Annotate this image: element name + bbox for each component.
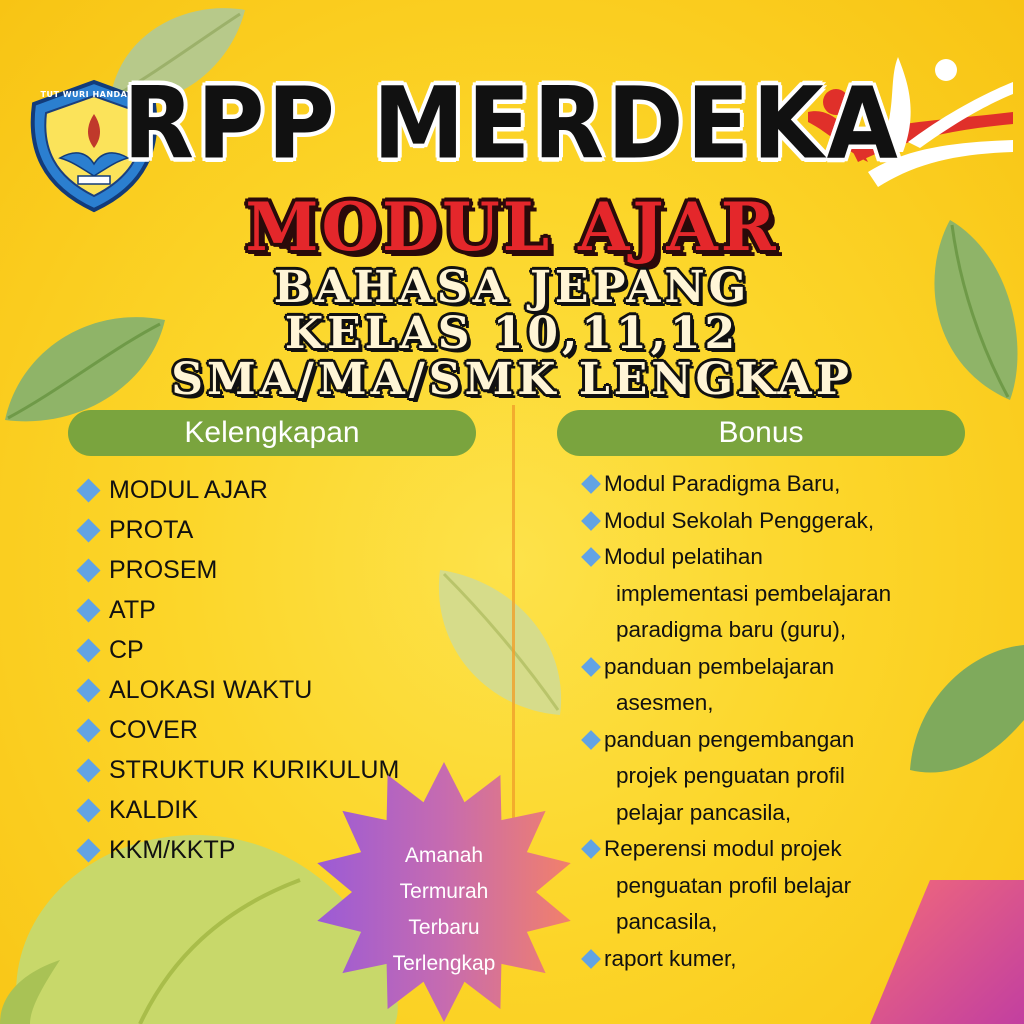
leaf-decoration bbox=[900, 640, 1024, 780]
bonus-item-text: Modul Paradigma Baru, bbox=[604, 471, 841, 497]
bonus-item-continuation bbox=[580, 576, 891, 613]
kelengkapan-item-label: COVER bbox=[109, 715, 198, 744]
diamond-bullet-icon bbox=[76, 798, 100, 822]
bonus-item-first-line bbox=[580, 503, 891, 540]
subject-line: BAHASA JEPANG bbox=[273, 262, 751, 313]
diamond-bullet-icon bbox=[76, 478, 100, 502]
kelengkapan-item-label: CP bbox=[109, 635, 144, 664]
bonus-item-continuation bbox=[580, 685, 891, 722]
diamond-bullet-icon bbox=[581, 511, 601, 531]
bonus-item-text: pancasila, bbox=[616, 909, 718, 935]
kelengkapan-item bbox=[74, 710, 399, 750]
leaf-decoration bbox=[420, 560, 570, 720]
kelengkapan-item bbox=[74, 470, 399, 510]
diamond-bullet-icon bbox=[581, 839, 601, 859]
bonus-item-first-line bbox=[580, 941, 891, 978]
logo-motto: TUT WURI HANDAYANI bbox=[40, 90, 150, 99]
bonus-item bbox=[580, 941, 891, 978]
diamond-bullet-icon bbox=[76, 638, 100, 662]
bonus-item-continuation bbox=[580, 868, 891, 905]
bonus-item bbox=[580, 539, 891, 649]
bonus-item bbox=[580, 831, 891, 941]
bonus-item-first-line bbox=[580, 722, 891, 759]
bonus-item-first-line bbox=[580, 466, 891, 503]
bonus-item-text: raport kumer, bbox=[604, 945, 737, 971]
kelengkapan-item bbox=[74, 590, 399, 630]
pink-corner-shape bbox=[870, 880, 1024, 1024]
bonus-header: Bonus bbox=[557, 410, 965, 456]
kelengkapan-item bbox=[74, 670, 399, 710]
kelengkapan-item-label: KALDIK bbox=[109, 795, 198, 824]
bonus-item-first-line bbox=[580, 539, 891, 576]
bonus-item-continuation bbox=[580, 612, 891, 649]
bonus-item-text: penguatan profil belajar bbox=[616, 872, 852, 898]
diamond-bullet-icon bbox=[581, 657, 601, 677]
bonus-item-text: pelajar pancasila, bbox=[616, 799, 792, 825]
kelengkapan-item-label: PROTA bbox=[109, 515, 194, 544]
grade-line: KELAS 10,11,12 bbox=[284, 308, 740, 359]
kelengkapan-item-label: ALOKASI WAKTU bbox=[109, 675, 313, 704]
badge-line: Terbaru bbox=[408, 916, 480, 939]
bonus-item-continuation bbox=[580, 758, 891, 795]
bonus-item-text: panduan pembelajaran bbox=[604, 653, 835, 679]
badge-line: Termurah bbox=[399, 880, 489, 903]
kelengkapan-header: Kelengkapan bbox=[68, 410, 476, 456]
bonus-item bbox=[580, 466, 891, 503]
diamond-bullet-icon bbox=[581, 949, 601, 969]
bonus-item-continuation bbox=[580, 904, 891, 941]
bonus-item-first-line bbox=[580, 831, 891, 868]
page-title: RPP MERDEKA bbox=[123, 65, 901, 182]
kelengkapan-item bbox=[74, 630, 399, 670]
bonus-item bbox=[580, 649, 891, 722]
kelengkapan-item-label: PROSEM bbox=[109, 555, 218, 584]
bonus-item-text: projek penguatan profil bbox=[616, 763, 845, 789]
kelengkapan-item-label: MODUL AJAR bbox=[109, 475, 268, 504]
diamond-bullet-icon bbox=[76, 838, 100, 862]
page-subtitle: MODUL AJAR bbox=[245, 188, 779, 266]
school-line: SMA/MA/SMK LENGKAP bbox=[171, 354, 853, 405]
kelengkapan-item-label: KKM/KKTP bbox=[109, 835, 236, 864]
badge-line: Amanah bbox=[404, 844, 484, 867]
diamond-bullet-icon bbox=[581, 547, 601, 567]
diamond-bullet-icon bbox=[76, 518, 100, 542]
bonus-item-continuation bbox=[580, 795, 891, 832]
bonus-item-text: asesmen, bbox=[616, 690, 714, 716]
diamond-bullet-icon bbox=[76, 678, 100, 702]
bonus-item-text: Modul pelatihan bbox=[604, 544, 763, 570]
diamond-bullet-icon bbox=[581, 730, 601, 750]
badge-line: Terlengkap bbox=[392, 952, 496, 975]
diamond-bullet-icon bbox=[76, 758, 100, 782]
diamond-bullet-icon bbox=[76, 718, 100, 742]
bonus-item-text: panduan pengembangan bbox=[604, 726, 855, 752]
bonus-list bbox=[580, 466, 891, 977]
bonus-item-first-line bbox=[580, 649, 891, 686]
diamond-bullet-icon bbox=[76, 598, 100, 622]
bonus-item bbox=[580, 503, 891, 540]
bonus-item-text: implementasi pembelajaran bbox=[616, 580, 892, 606]
kelengkapan-item bbox=[74, 550, 399, 590]
bonus-item-text: Reperensi modul projek bbox=[604, 836, 842, 862]
kelengkapan-item-label: ATP bbox=[109, 595, 156, 624]
bonus-item-text: paradigma baru (guru), bbox=[616, 617, 847, 643]
kelengkapan-item bbox=[74, 510, 399, 550]
diamond-bullet-icon bbox=[581, 474, 601, 494]
bonus-item-text: Modul Sekolah Penggerak, bbox=[604, 507, 875, 533]
bonus-item bbox=[580, 722, 891, 832]
kelengkapan-item-label: STRUKTUR KURIKULUM bbox=[109, 755, 400, 784]
diamond-bullet-icon bbox=[76, 558, 100, 582]
